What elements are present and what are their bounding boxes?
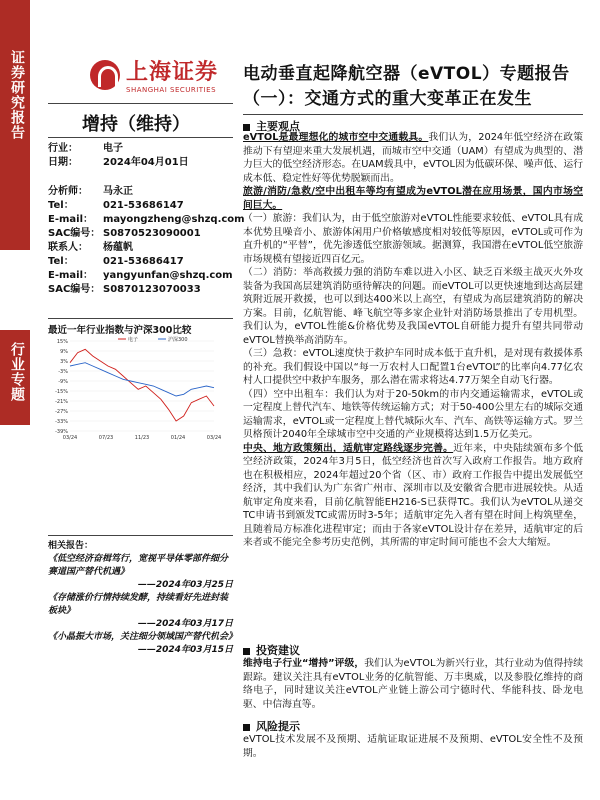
contact-sac: S0870123070033 — [103, 284, 201, 295]
main-body — [243, 131, 583, 550]
y-tick-label: 9% — [60, 349, 68, 355]
y-tick-label: -9% — [58, 379, 68, 385]
contact-label: 联系人： — [48, 242, 88, 253]
analyst-label: 分析师： — [48, 186, 88, 197]
paragraph: 中央、地方政策频出，适航审定路线逐步完善。近年来，中央陆续颁布多个低空经济政策，2024年3月5日，低空经济也首次写入政府工作报告。地方政府也在积极相应，2024年超过20个省（区、市）政府工作报告中提出发展低空经济，其中我们认为广东省广州市、深圳市以及安徽省合肥市进展较快。从适航审定角度来看，目前亿航智能EH216-S已获得TC。我们认为eVTOL从递交TC申请书到颁发TC或需历时3-5年；适航审定先入者有望在时间上构筑壁垒，且随着局方标准化进程审定；而由于各家eVTOL设计存在差异，适航审定的后来者或不能完全参考历史范例，其所需的审定时间可能也不会大大缩短。 — [243, 442, 584, 548]
related-report-link[interactable]: 《低空经济奋楫笃行，宽视平导体零部件细分赛道国产替代机遇》 — [48, 554, 229, 577]
divider — [48, 137, 233, 138]
analyst-tel: 021-53686147 — [103, 200, 184, 211]
contact-email[interactable]: yangyunfan@shzq.com — [103, 270, 233, 281]
related-title: 相关报告： — [48, 541, 94, 551]
x-tick-label: 03/24 — [62, 435, 78, 441]
logo-cn-text: 上海证券 — [126, 60, 219, 85]
date-label: 日期： — [48, 157, 78, 168]
series-line — [70, 349, 214, 421]
related-report-link[interactable]: 《小晶振大市场，关注细分领域国产替代机会》 — [48, 632, 238, 642]
rating: 增持（维持） — [82, 114, 190, 135]
y-tick-label: -21% — [55, 399, 68, 405]
report-title: 电动垂直起降航空器（eVTOL）专题报告（一）：交通方式的重大变革正在发生 — [243, 64, 570, 109]
sidebar-top-band — [0, 0, 30, 250]
contact-tel: 021-53686417 — [103, 256, 184, 267]
analyst-sac: S0870523090001 — [103, 228, 201, 239]
x-tick-label: 03/24 — [206, 435, 222, 441]
y-tick-label: -27% — [55, 409, 68, 415]
section-heading-risk: 风险提示 — [243, 718, 300, 734]
paragraph — [243, 185, 583, 212]
divider — [48, 318, 233, 319]
industry-label: 行业： — [48, 143, 78, 154]
paragraph: （二）消防：举高救援力强的消防车难以进入小区、缺乏百米级主战灭火外攻装备为我国高层建筑消防亟待解决的问题。而eVTOL可以更快速地到达高层建筑附近展开救援，也可以到达400米以上高空，有望成为高层建筑消防的解决方案。目前，亿航智能、峰飞航空等多家企业针对消防场景推出了专用机型。我们认为，eVTOL性能&价格优势及我国eVTOL自研能力提升有望共同带动eVTOL替换举高消防车。 — [243, 267, 583, 346]
analyst-name: 马永正 — [103, 186, 133, 197]
y-tick-label: 15% — [56, 339, 68, 345]
tel-label: Tel： — [48, 256, 74, 267]
related-report-date: ——2024年03月17日 — [137, 619, 233, 629]
sidebar-top-label: 证券研究报告 — [9, 50, 25, 140]
paragraph: 维持电子行业“增持”评级，我们认为eVTOL为新兴行业，其行业动为值得持续跟踪。建议关注具有eVTOL业务的亿航智能、万丰奥威，以及参股亿维持的商络电子，同时建议关注eVTOL产业链上游公司宁德时代、华能科技、卧龙电驱、中信海直等。 — [243, 658, 583, 710]
contact-name: 杨蕴帆 — [103, 242, 133, 253]
sidebar-mid-band — [0, 330, 30, 425]
related-reports — [48, 540, 238, 657]
paragraph: （一）旅游：我们认为，由于低空旅游对eVTOL性能要求较低、eVTOL具有成本优势且噪音小、旅游体闲用户价格敏感度相对较低等原因，eVTOL或可作为直升机的“平替”，优先渗透低空旅游领域。据测算，我国潜在eVTOL低空旅游市场规模有望接近四百亿元。 — [243, 213, 583, 265]
meta-block — [48, 142, 189, 170]
bullet-square-icon — [243, 124, 250, 131]
company-logo — [90, 55, 218, 94]
divider — [48, 535, 233, 536]
lead-sentence: 维持电子行业“增持”评级， — [243, 658, 365, 669]
x-tick-label: 07/23 — [98, 435, 114, 441]
industry-value: 电子 — [103, 143, 123, 154]
y-tick-label: 3% — [60, 359, 68, 365]
y-tick-label: -3% — [58, 369, 68, 375]
y-tick-label: -33% — [55, 419, 68, 425]
divider — [48, 103, 233, 104]
sidebar — [0, 0, 30, 800]
bullet-square-icon — [243, 648, 250, 655]
divider — [243, 114, 583, 115]
risk-body — [243, 733, 583, 760]
sidebar-mid-label: 行业专题 — [9, 342, 25, 402]
chart-title: 最近一年行业指数与沪深300比较 — [48, 325, 192, 336]
analyst-block — [48, 185, 245, 297]
advice-body — [243, 657, 583, 711]
y-tick-label: -39% — [55, 429, 68, 435]
email-label: E-mail： — [48, 214, 94, 225]
analyst-email[interactable]: mayongzheng@shzq.com — [103, 214, 245, 225]
sac-label: SAC编号： — [48, 228, 101, 239]
industry-index-chart — [48, 335, 222, 445]
section-heading-points: 主要观点 — [243, 118, 300, 134]
legend-label: 沪深300 — [168, 337, 188, 343]
x-tick-label: 11/23 — [134, 435, 150, 441]
paragraph: eVTOL是最理想化的城市空中交通载具。我们认为，2024年低空经济在政策推动下有望迎来重大发展机遇，而城市空中交通（UAM）有望成为典型的、潜力巨大的低空经济形态。在UAM载具中，eVTOL因为低碳环保、噪声低、运行成本低、稳定性好等优势脱颖而出。 — [243, 132, 583, 184]
section-heading-advice: 投资建议 — [243, 642, 300, 658]
paragraph: （四）空中出租车：我们认为对于20-50km的市内交通运输需求，eVTOL或一定程度上替代汽车、地铁等传统运输方式；对于50-400公里左右的城际交通运输需求，eVTOL或一定程度上替代城际火车、汽车、高铁等运输方式。罗兰贝格预计2040年全球城市空中交通的产业规模将达到1.5万亿美元。 — [243, 388, 583, 440]
tel-label: Tel： — [48, 200, 74, 211]
related-report-date: ——2024年03月25日 — [137, 580, 233, 590]
x-tick-label: 01/24 — [170, 435, 186, 441]
y-tick-label: -15% — [55, 389, 68, 395]
logo-icon — [90, 60, 120, 90]
date-value: 2024年04月01日 — [103, 157, 189, 168]
lead-sentence: 中央、地方政策频出，适航审定路线逐步完善。 — [243, 442, 454, 454]
email-label: E-mail： — [48, 270, 94, 281]
lead-sentence: 旅游/消防/急救/空中出租车等均有望成为eVTOL潜在应用场景，国内市场空间巨大。 — [243, 186, 583, 211]
bullet-square-icon — [243, 724, 250, 731]
lead-sentence: eVTOL是最理想化的城市空中交通载具。 — [243, 132, 429, 143]
related-report-date: ——2024年03月15日 — [137, 645, 233, 655]
logo-en-text: SHANGHAI SECURITIES — [126, 86, 217, 94]
sac-label: SAC编号： — [48, 284, 101, 295]
related-report-link[interactable]: 《存储涨价行情持续发酵，持续看好先进封装板块》 — [48, 593, 229, 616]
legend-label: 电子 — [128, 337, 139, 343]
paragraph: （三）急救：eVTOL速度快于救护车同时成本低于直升机，是对现有救援体系的补充。我们假设中国以“每一万农村人口配置1台eVTOL”的比率向4.77亿农村人口提供空中救护车服务，那么潜在需求将达4.77万架全自动飞行器。 — [243, 348, 583, 386]
paragraph: eVTOL技术发展不及预期、适航证取证进展不及预期、eVTOL安全性不及预期。 — [243, 734, 583, 759]
